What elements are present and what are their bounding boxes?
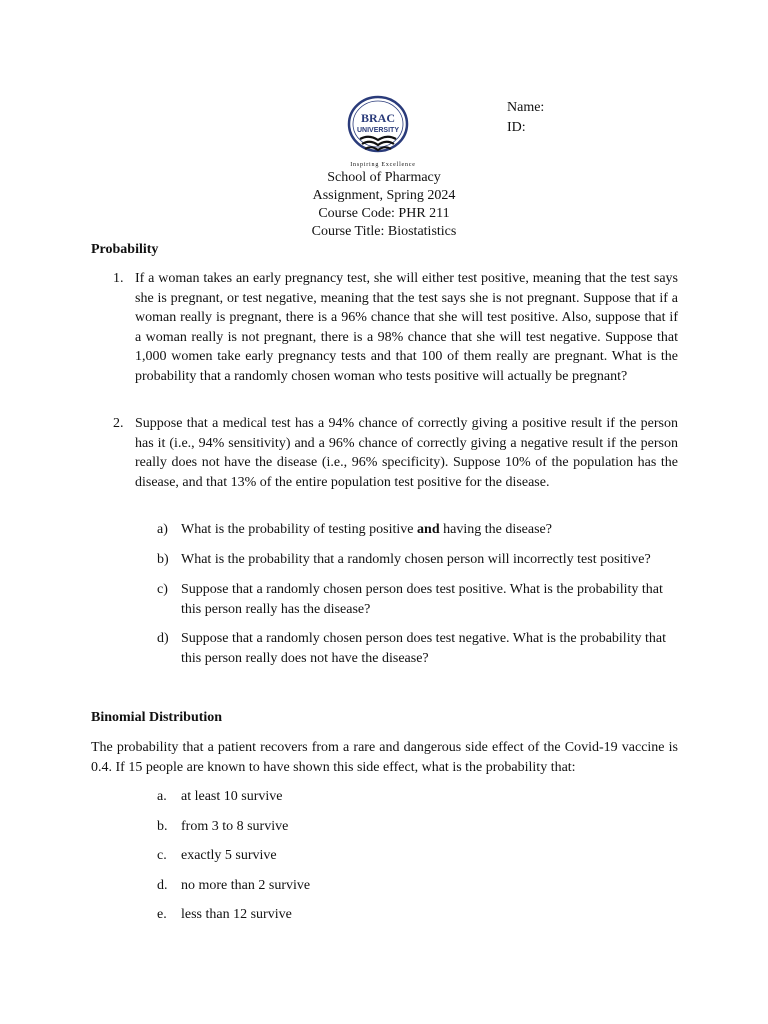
binomial-item-label: e. — [157, 907, 167, 922]
question-number: 2. — [113, 416, 124, 431]
logo-emblem-icon — [338, 93, 434, 169]
name-label: Name: — [507, 100, 545, 115]
binomial-intro: The probability that a patient recovers from a rare and dangerous side effect of the Covid-19 vaccine is 0.4. If 15 people are known to have shown this side effect, what is the probability that: — [91, 740, 678, 775]
logo-tagline: Inspiring Excellence — [350, 162, 416, 168]
sub-question-label: a) — [157, 522, 168, 537]
probability-heading: Probability — [91, 242, 159, 257]
assignment-title: Assignment, Spring 2024 — [312, 188, 456, 203]
sub-question-label: d) — [157, 631, 169, 646]
question-text: If a woman takes an early pregnancy test, she will either test positive, meaning that the test says she is pregnant, or test negative, meaning that the test says she is not pregnant. Suppose that if a woman really is pregnant, there is a 96% chance that she will test positive. Also, suppose that if a woman really is not pregnant, there is a 98% chance that she will test negative. Suppose that 1,000 women take early pregnancy tests and that 100 of them really are pregnant. What is the probability that a randomly chosen woman who tests positive will actually be pregnant? — [135, 271, 678, 384]
binomial-item-label: c. — [157, 848, 167, 863]
sub-question-text-pre: What is the probability of testing positive — [181, 522, 418, 537]
binomial-item-text: no more than 2 survive — [181, 878, 311, 893]
binomial-item-label: b. — [157, 819, 168, 834]
sub-question-label: b) — [157, 552, 169, 567]
sub-question-text: Suppose that a randomly chosen person does test negative. What is the probability that this person really does not have the disease? — [181, 631, 666, 666]
document-header — [234, 169, 534, 241]
question-text: Suppose that a medical test has a 94% chance of correctly giving a positive result if the person has it (i.e., 94% sensitivity) and a 96% chance of correctly giving a negative result if the person really does not have the disease (i.e., 96% specificity). Suppose 10% of the population has the disease, and that 13% of the entire population test positive for the disease. — [135, 416, 678, 490]
binomial-item-label: d. — [157, 878, 168, 893]
binomial-item-label: a. — [157, 789, 167, 804]
binomial-item-text: exactly 5 survive — [181, 848, 277, 863]
brac-university-logo — [338, 93, 434, 169]
course-code: Course Code: PHR 211 — [318, 206, 450, 221]
id-label: ID: — [507, 120, 526, 135]
student-info — [507, 98, 544, 138]
sub-question-text-bold: and — [417, 522, 440, 537]
binomial-item-text: at least 10 survive — [181, 789, 283, 804]
course-title: Course Title: Biostatistics — [311, 224, 457, 239]
question-number: 1. — [113, 271, 124, 286]
sub-question-text-post: having the disease? — [439, 522, 552, 537]
sub-question-text: What is the probability that a randomly chosen person will incorrectly test positive? — [181, 552, 651, 567]
school-name: School of Pharmacy — [327, 170, 441, 185]
sub-question-text — [181, 520, 678, 540]
sub-question-label: c) — [157, 582, 168, 597]
logo-text-university: UNIVERSITY — [356, 127, 400, 134]
binomial-item-text: less than 12 survive — [181, 907, 292, 922]
binomial-item-text: from 3 to 8 survive — [181, 819, 289, 834]
binomial-heading: Binomial Distribution — [91, 710, 223, 725]
sub-question-text: Suppose that a randomly chosen person does test positive. What is the probability that this person really has the disease? — [181, 582, 663, 617]
logo-text-brac: BRAC — [360, 111, 396, 125]
